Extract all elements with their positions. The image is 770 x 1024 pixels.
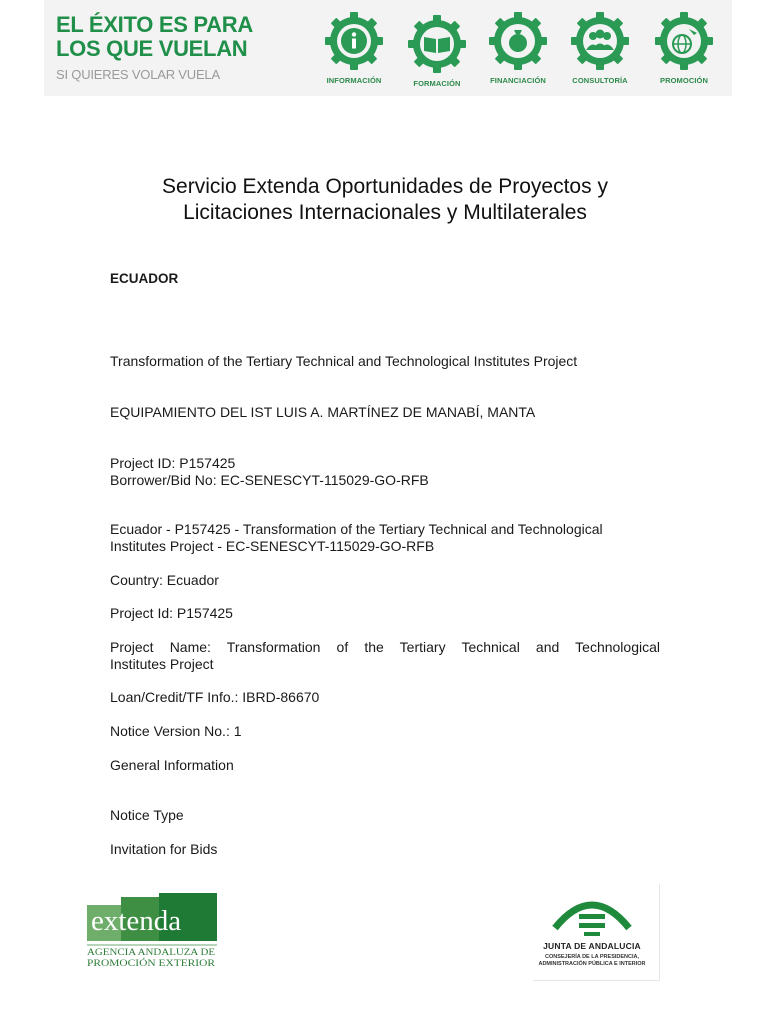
tagline: SI QUIERES VOLAR VUELA (56, 67, 220, 82)
slogan-line-2: LOS QUE VUELAN (56, 36, 248, 61)
header-banner (44, 0, 732, 96)
country-line: Country: Ecuador (110, 572, 219, 588)
service-label-promocion: PROMOCIÓN (660, 76, 708, 85)
money-bag-icon (487, 10, 549, 72)
extenda-wordmark: extenda (91, 905, 182, 937)
notice-version-line: Notice Version No.: 1 (110, 723, 242, 739)
extenda-line-2: PROMOCIÓN EXTERIOR (87, 959, 194, 969)
notice-type: Notice Type (110, 807, 184, 823)
info-icon (323, 10, 385, 72)
service-consultoria (562, 10, 638, 85)
service-promocion (646, 10, 722, 85)
service-informacion (316, 10, 392, 85)
project-name (110, 639, 660, 673)
document-title-line-1: Servicio Extenda Oportunidades de Proyectos y (162, 175, 608, 198)
summary-line-2: Institutes Project - EC-SENESCYT-115029-GO-RFB (110, 538, 435, 554)
service-label-formacion: FORMACIÓN (413, 79, 461, 88)
extenda-logo (85, 893, 225, 973)
junta-subtitle (533, 954, 651, 968)
invitation-for-bids: Invitation for Bids (110, 841, 218, 857)
book-icon (406, 13, 468, 75)
project-id-line: Project ID: P157425 (110, 455, 236, 471)
project-title: Transformation of the Tertiary Technical and Technological Institutes Project (110, 353, 578, 369)
general-information: General Information (110, 757, 234, 773)
equipment-line: EQUIPAMIENTO DEL IST LUIS A. MARTÍNEZ DE MANABÍ, MANTA (110, 404, 536, 420)
slogan (56, 13, 253, 61)
junta-andalucia-logo (533, 884, 660, 981)
service-label-financiacion: FINANCIACIÓN (490, 76, 546, 85)
country-heading: ECUADOR (110, 271, 179, 286)
project-name-line-1: Project Name: Transformation of the Tertiary Technical and Technological (110, 639, 660, 655)
service-financiacion (480, 10, 556, 85)
document-title (110, 174, 660, 226)
project-name-line-2: Institutes Project (110, 656, 214, 672)
service-formacion (399, 13, 475, 88)
slogan-line-1: EL ÉXITO ES PARA (56, 12, 253, 37)
service-label-consultoria: CONSULTORÍA (572, 76, 628, 85)
junta-subtitle-line-2: ADMINISTRACIÓN PÚBLICA E INTERIOR (538, 961, 646, 967)
people-icon (569, 10, 631, 72)
document-title-line-2: Licitaciones Internacionales y Multilaterales (183, 201, 587, 224)
junta-arch-emblem (533, 884, 651, 940)
junta-subtitle-line-1: CONSEJERÍA DE LA PRESIDENCIA, (544, 954, 640, 960)
project-summary (110, 521, 660, 555)
loan-line: Loan/Credit/TF Info.: IBRD-86670 (110, 689, 320, 705)
summary-line-1: Ecuador - P157425 - Transformation of the Tertiary Technical and Technological (110, 521, 603, 537)
project-id-line-2: Project Id: P157425 (110, 605, 233, 621)
extenda-logo-graphic (85, 893, 225, 973)
borrower-bid-line: Borrower/Bid No: EC-SENESCYT-115029-GO-RFB (110, 472, 429, 488)
extenda-line-1: AGENCIA ANDALUZA DE (87, 948, 216, 958)
service-label-informacion: INFORMACIÓN (326, 76, 382, 85)
junta-name: JUNTA DE ANDALUCIA (543, 941, 641, 951)
globe-plane-icon (653, 10, 715, 72)
project-identifiers (110, 455, 660, 489)
